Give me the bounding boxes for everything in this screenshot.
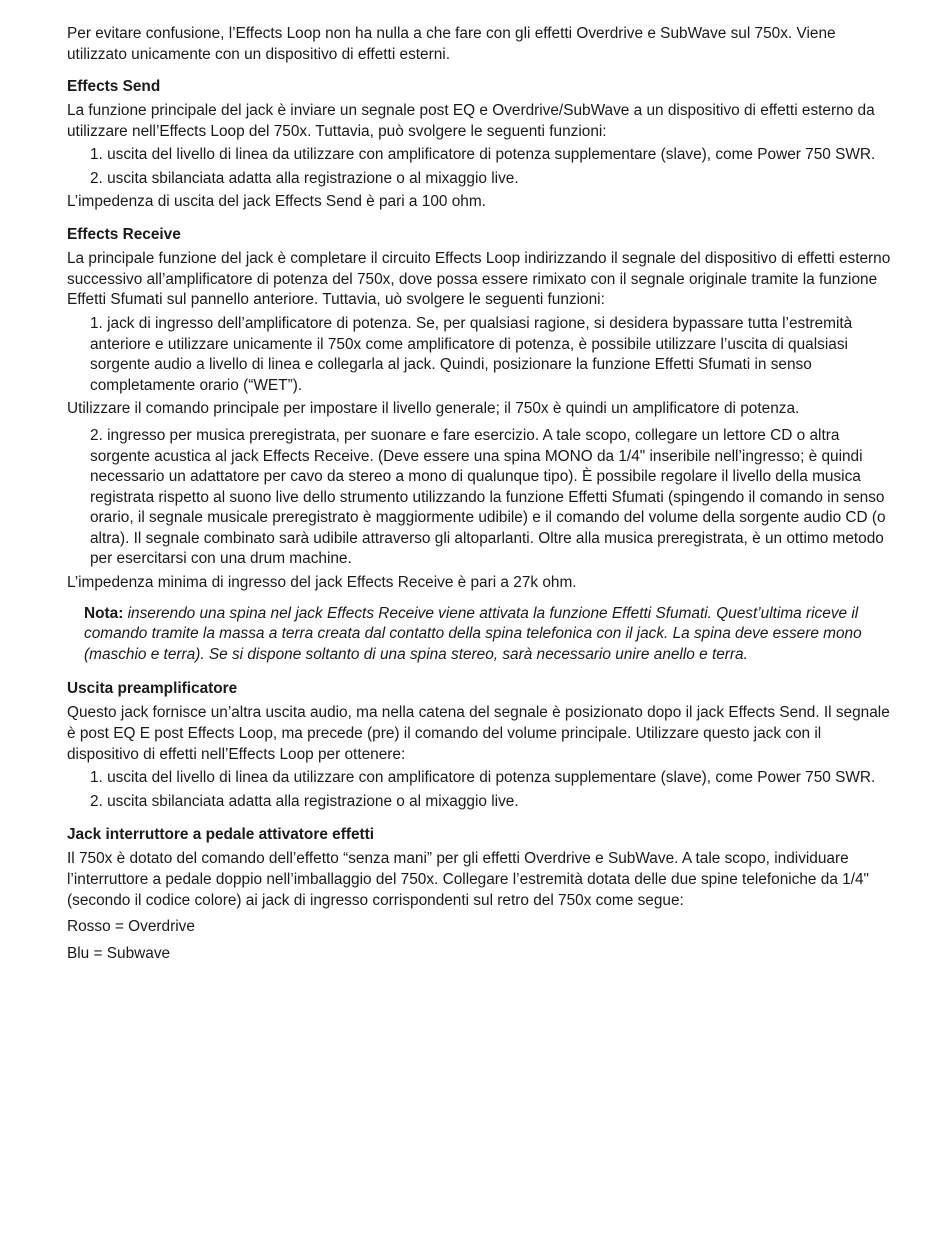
- effects-receive-body: La principale funzione del jack è completare il circuito Effects Loop indirizzando il segnale del dispositivo di effetti esterno successivo all’amplificatore di potenza del 750x, dove possa essere rimixato con il segnale originale tramite la funzione Effetti Sfumati sul pannello anteriore. Tuttavia, uò svolgere le seguenti funzioni:: [67, 250, 891, 309]
- footswitch-red: Rosso = Overdrive: [67, 918, 195, 936]
- preamp-out-section: [67, 679, 892, 812]
- effects-receive-item-2: 2. ingresso per musica preregistrata, per suonare e fare esercizio. A tale scopo, collegare un lettore CD o altra sorgente acustica al jack Effects Receive. (Deve essere una spina MONO da 1/4" inseribile nell’ingresso; è quindi necessario un adattatore per cavo da stereo a mono di qualunque tipo). È possibile regolare il livello della musica registrata rispetto al suono live dello strumento utilizzando la funzione Effetti Sfumati (spingendo il comando in senso orario, il segnale musicale preregistrato è maggiormente udibile) e il comando del volume della sorgente audio CD (o altra). Il segnale combinato sarà udibile attraverso gli altoparlanti. Oltre alla musica preregistrata, è un ottimo metodo per esercitarsi con una drum machine.: [90, 426, 886, 568]
- effects-send-item-2: 2. uscita sbilanciata adatta alla registrazione o al mixaggio live.: [90, 169, 519, 187]
- effects-send-item-1: 1. uscita del livello di linea da utilizzare con amplificatore di potenza supplementare (slave), come Power 750 SWR.: [90, 146, 876, 164]
- note-box: [67, 604, 892, 666]
- manual-page: [67, 24, 892, 964]
- preamp-out-heading: Uscita preamplificatore: [67, 680, 238, 698]
- preamp-out-body: Questo jack fornisce un’altra uscita audio, ma nella catena del segnale è posizionato dopo il jack Effects Send. Il segnale è post EQ E post Effects Loop, ma precede (pre) il comando del volume principale. Utilizzare questo jack con il dispositivo di effetti nell’Effects Loop per ottenere:: [67, 704, 890, 763]
- footswitch-body: Il 750x è dotato del comando dell’effetto “senza mani” per gli effetti Overdrive e SubWave. A tale scopo, individuare l’interruttore a pedale doppio nell’imballaggio del 750x. Collegare l’estremità dotata delle due spine telefoniche da 1/4" (secondo il codice colore) ai jack di ingresso corrispondenti sul retro del 750x come segue:: [67, 850, 870, 909]
- effects-send-body: La funzione principale del jack è inviare un segnale post EQ e Overdrive/SubWave a un dispositivo di effetti esterno da utilizzare nell’Effects Loop del 750x. Tuttavia, può svolgere le seguenti funzioni:: [67, 102, 875, 140]
- effects-receive-impedance: L’impedenza minima di ingresso del jack Effects Receive è pari a 27k ohm.: [67, 574, 577, 592]
- effects-receive-middle: Utilizzare il comando principale per impostare il livello generale; il 750x è quindi un amplificatore di potenza.: [67, 400, 800, 418]
- effects-receive-heading: Effects Receive: [67, 226, 181, 244]
- effects-receive-section: [67, 225, 892, 665]
- intro-paragraph: Per evitare confusione, l’Effects Loop non ha nulla a che fare con gli effetti Overdrive e SubWave sul 750x. Viene utilizzato unicamente con un dispositivo di effetti esterni.: [67, 25, 836, 63]
- effects-receive-item-1: 1. jack di ingresso dell’amplificatore di potenza. Se, per qualsiasi ragione, si desidera bypassare tutta l’estremità anteriore e utilizzare unicamente il 750x come amplificatore di potenza, è possibile utilizzare l’uscita di qualsiasi sorgente audio a livello di linea e collegarla al jack. Quindi, posizionare la funzione Effetti Sfumati in senso completamente orario (“WET”).: [90, 314, 853, 394]
- effects-send-section: [67, 77, 892, 212]
- note-label: Nota:: [84, 604, 124, 622]
- footswitch-blue: Blu = Subwave: [67, 944, 171, 962]
- footswitch-section: [67, 825, 892, 964]
- preamp-out-item-2: 2. uscita sbilanciata adatta alla registrazione o al mixaggio live.: [90, 792, 519, 810]
- effects-send-impedance: L’impedenza di uscita del jack Effects Send è pari a 100 ohm.: [67, 192, 486, 210]
- effects-send-heading: Effects Send: [67, 78, 161, 96]
- note-text: inserendo una spina nel jack Effects Receive viene attivata la funzione Effetti Sfumati. Quest’ultima riceve il comando tramite la massa a terra creata dal contatto della spina telefonica con il jack. La spina deve essere mono (maschio e terra). Se si dispone soltanto di una spina stereo, sarà necessario unire anello e terra.: [84, 604, 862, 663]
- preamp-out-item-1: 1. uscita del livello di linea da utilizzare con amplificatore di potenza supplementare (slave), come Power 750 SWR.: [90, 769, 876, 787]
- footswitch-heading: Jack interruttore a pedale attivatore effetti: [67, 826, 375, 844]
